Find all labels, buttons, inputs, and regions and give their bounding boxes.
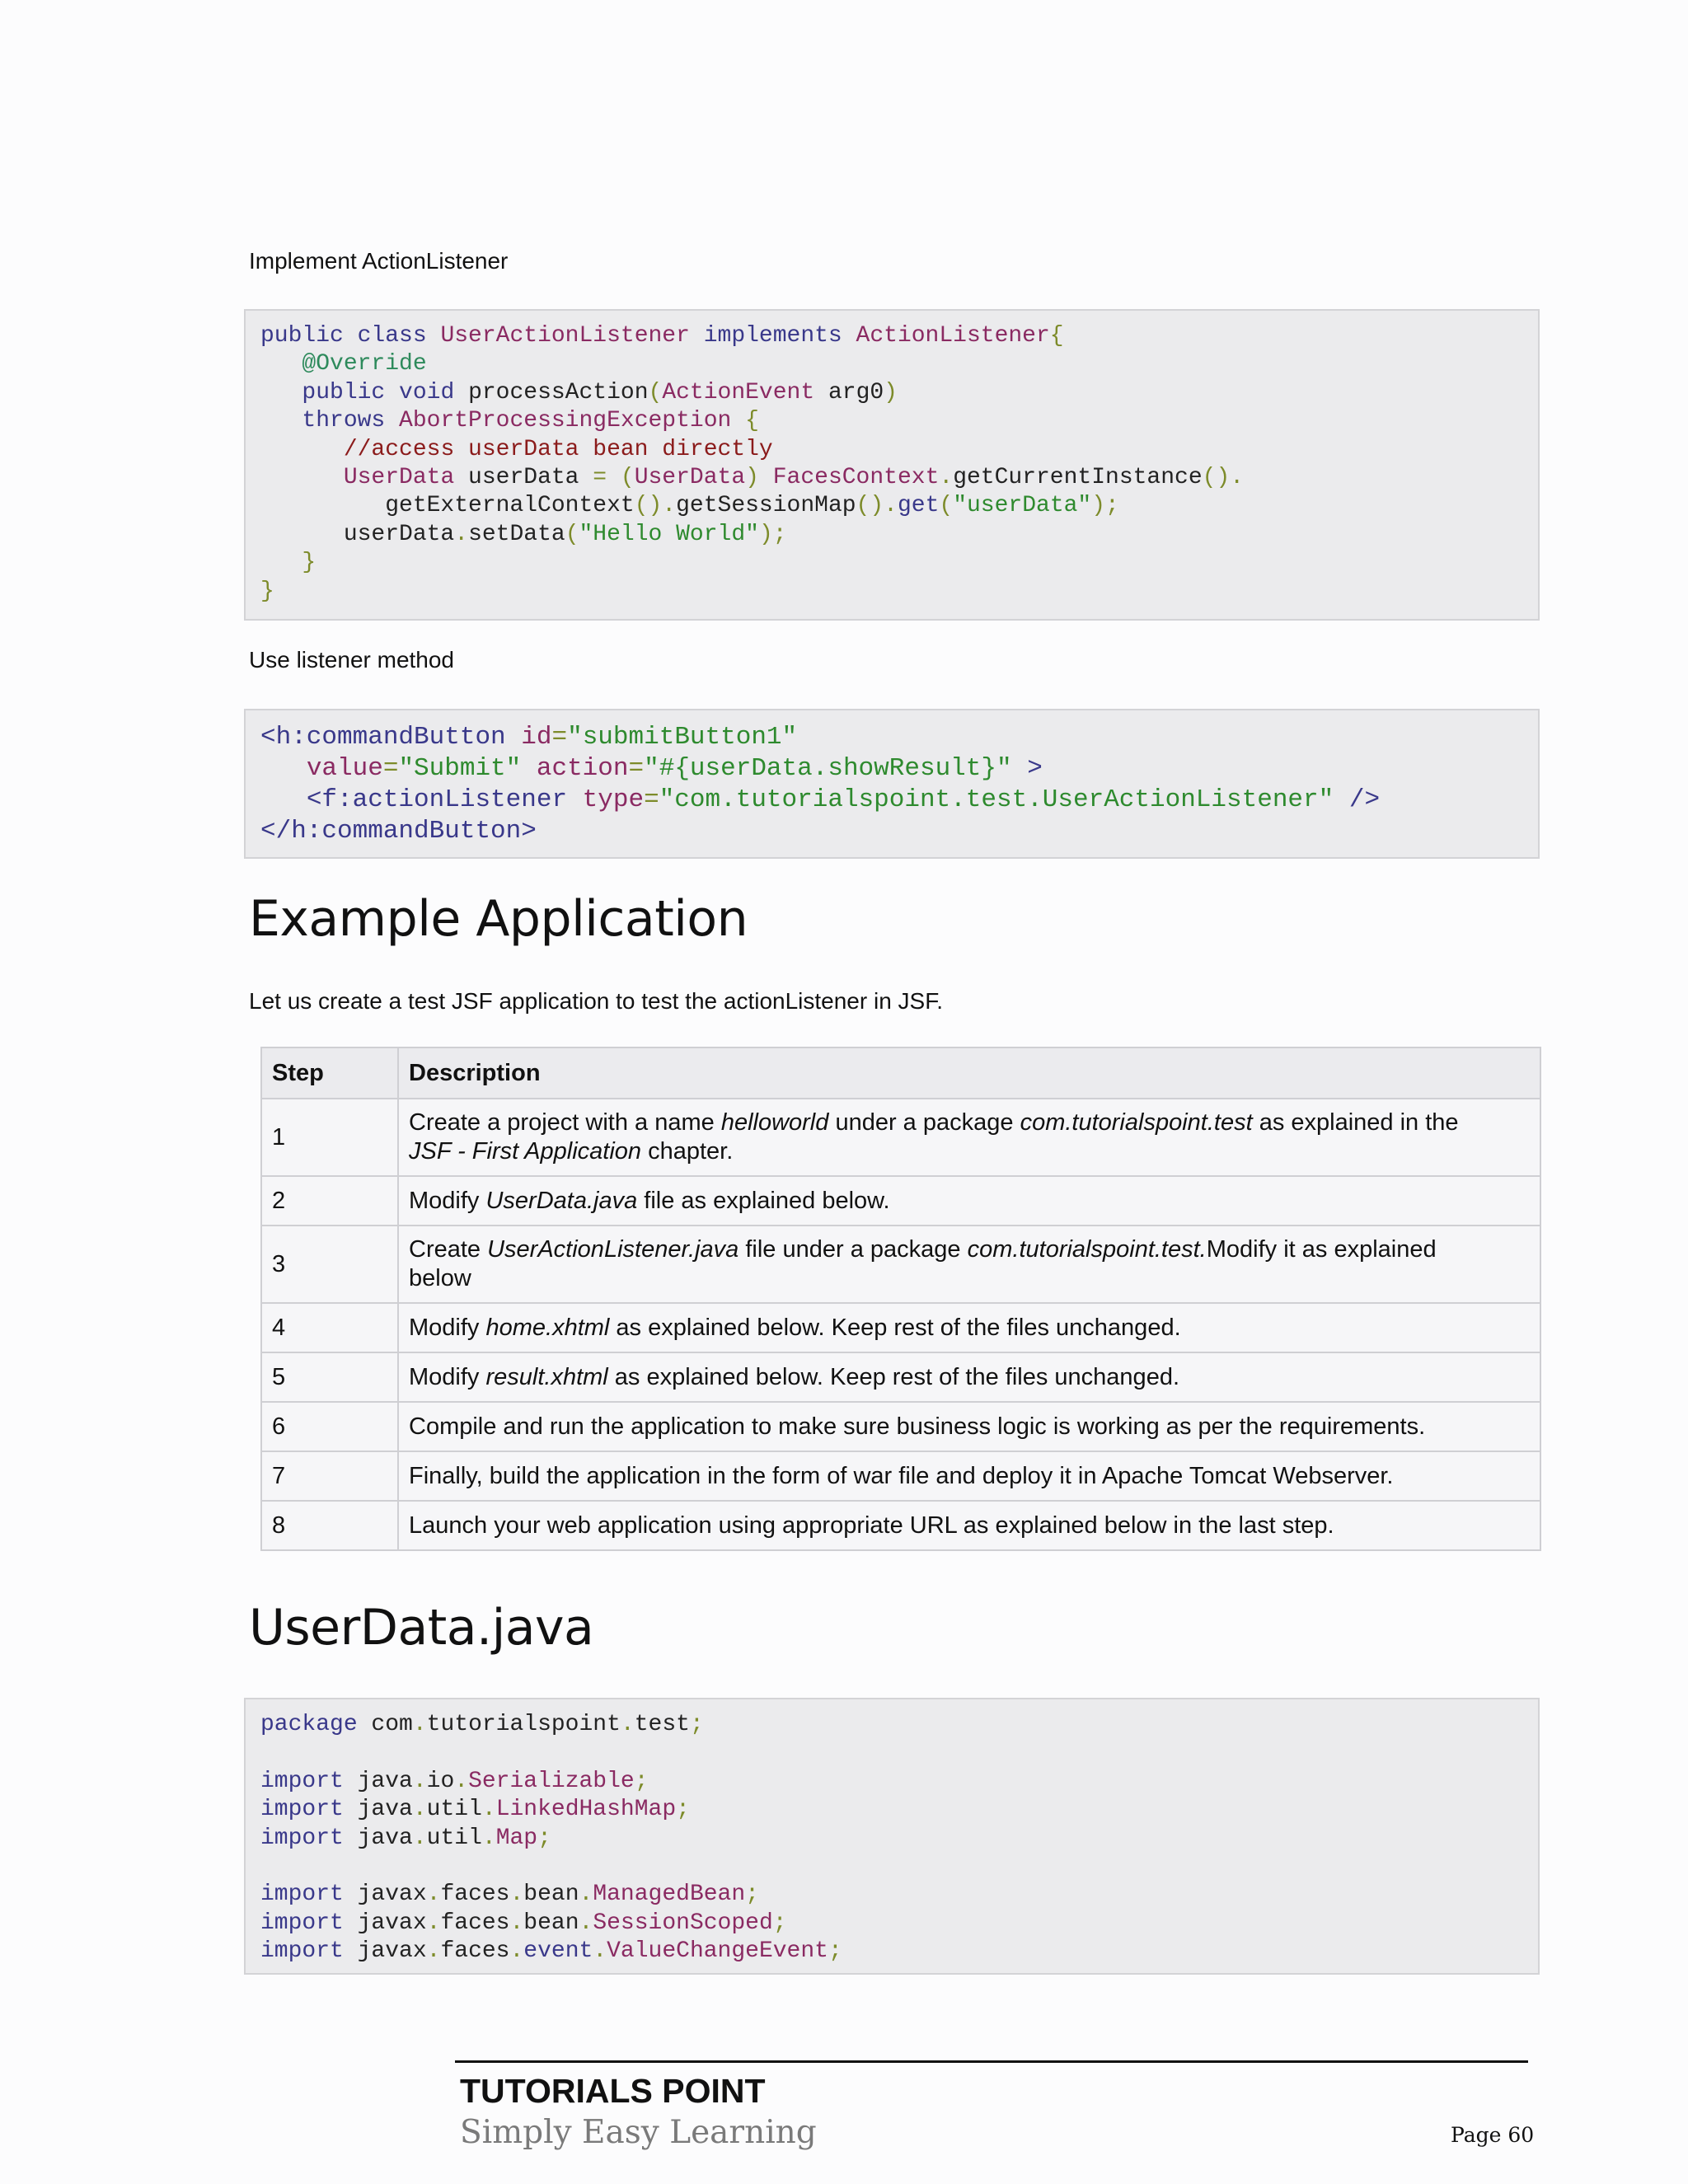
code-token: processAction: [468, 379, 649, 405]
code-token: [260, 550, 302, 575]
code-token: package: [260, 1712, 358, 1737]
code-token: setData: [468, 521, 565, 547]
table-row: [261, 1303, 1540, 1352]
code-token: Serializable: [468, 1768, 635, 1794]
code-token: util: [426, 1825, 482, 1851]
code-token: [260, 465, 344, 490]
code-token: (: [939, 493, 954, 519]
footer-divider: [455, 2060, 1528, 2063]
code-token: .: [454, 521, 469, 547]
code-line: [260, 493, 1119, 518]
table-row: [261, 1352, 1540, 1402]
code-token: );: [1091, 493, 1119, 519]
code-token: .: [579, 1910, 593, 1936]
code-token: }: [260, 578, 274, 604]
code-token: [260, 380, 302, 405]
code-button: [260, 722, 1523, 847]
code-token: UserData: [634, 465, 746, 491]
code-token: ): [884, 379, 898, 405]
step-number: 4: [261, 1303, 398, 1352]
italic-term: result.xhtml: [485, 1363, 608, 1390]
code-token: [260, 437, 344, 462]
code-token: ;: [745, 1882, 759, 1908]
code-token: ;: [676, 1797, 690, 1823]
code-token: <f:actionListener: [306, 785, 583, 814]
code-line: [260, 1825, 551, 1851]
italic-term: com.tutorialspoint.test: [1020, 1109, 1253, 1136]
code-token: [260, 351, 302, 377]
code-token: </h:commandButton>: [260, 817, 537, 846]
italic-term: helloworld: [720, 1109, 829, 1136]
code-token: bean: [523, 1910, 579, 1936]
page-number: Page 60: [1451, 2123, 1535, 2147]
code-token: ().: [634, 493, 677, 519]
code-token: .: [481, 1797, 496, 1823]
code-token: }: [302, 550, 316, 576]
code-token: <h:commandButton: [260, 723, 522, 752]
italic-term: JSF - First Application: [409, 1138, 642, 1165]
table-row: [261, 1226, 1540, 1303]
code-token: util: [426, 1797, 482, 1823]
code-token: value: [306, 754, 383, 783]
code-token: implements: [689, 323, 856, 349]
code-token: ;: [634, 1768, 649, 1794]
code-token: ().: [856, 493, 898, 519]
step-description: Finally, build the application in the form of war file and deploy it in Apache Tomcat Webserver.: [398, 1451, 1540, 1501]
footer-brand: TUTORIALS POINT: [460, 2072, 766, 2110]
code-token: .: [509, 1910, 524, 1936]
code-token: tutorialspoint: [426, 1712, 621, 1737]
step-description: Launch your web application using appropriate URL as explained below in the last step.: [398, 1501, 1540, 1550]
code-block-user-action-listener: [244, 309, 1540, 621]
step-description: Modify home.xhtml as explained below. Keep rest of the files unchanged.: [398, 1303, 1540, 1352]
code-token: (: [565, 521, 579, 547]
code-token: UserData: [343, 465, 455, 491]
code-token: .: [426, 1910, 441, 1936]
step-description: Create UserActionListener.java file under a package com.tutorialspoint.test.Modify it as explained below: [398, 1226, 1540, 1303]
code-token: userData: [454, 465, 593, 491]
code-token: type: [582, 785, 645, 814]
footer-tagline: Simply Easy Learning: [460, 2114, 817, 2151]
code-line: [260, 323, 1064, 349]
code-token: UserActionListener: [440, 323, 690, 349]
code-token: import: [260, 1910, 344, 1936]
code-token: .: [426, 1882, 441, 1908]
code-token: import: [260, 1797, 344, 1823]
code-line: [260, 550, 316, 575]
intro-use-listener-method: Use listener method: [249, 647, 455, 673]
code-token: bean: [523, 1882, 579, 1908]
code-line: [260, 1769, 649, 1794]
code-block-userdata-java: [244, 1698, 1540, 1975]
code-token: .: [412, 1797, 427, 1823]
code-token: com: [357, 1712, 413, 1737]
code-token: import: [260, 1882, 344, 1908]
code-line: [260, 1712, 704, 1737]
code-token: io: [426, 1768, 455, 1794]
code-token: getCurrentInstance: [953, 465, 1203, 491]
code-line: [260, 817, 537, 846]
code-line: [260, 1882, 759, 1907]
code-token: {: [745, 408, 759, 434]
italic-term: UserActionListener.java: [487, 1236, 739, 1263]
code-token: .: [593, 1938, 607, 1965]
code-token: test: [634, 1712, 690, 1737]
steps-table-body: [261, 1099, 1540, 1550]
code-token: =: [382, 754, 399, 783]
italic-term: home.xhtml: [485, 1314, 610, 1341]
code-token: [260, 785, 307, 814]
step-description: Compile and run the application to make sure business logic is working as per the requirements.: [398, 1402, 1540, 1451]
code-line: [260, 1938, 842, 1964]
code-line: [260, 437, 773, 462]
code-token: [260, 754, 307, 783]
code-token: java: [343, 1797, 413, 1823]
code-token: .: [412, 1712, 427, 1737]
code-line: [260, 522, 787, 547]
code-token: ().: [1202, 465, 1245, 491]
code-token: ;: [689, 1712, 704, 1737]
code-line: [260, 380, 898, 405]
code-token: "#{userData.showResult}": [644, 754, 1012, 783]
code-token: userData: [260, 521, 455, 547]
header-step: Step: [261, 1047, 398, 1099]
intro-paragraph: Let us create a test JSF application to test the actionListener in JSF.: [249, 988, 944, 1014]
code-token: java: [343, 1768, 413, 1794]
code-token: .: [412, 1825, 427, 1851]
code-token: ;: [772, 1910, 787, 1936]
step-description: Create a project with a name helloworld under a package com.tutorialspoint.test as explained in the JSF - First Application chapter.: [398, 1099, 1540, 1176]
code-line: [260, 579, 274, 604]
table-row: [261, 1451, 1540, 1501]
code-token: =: [551, 723, 568, 752]
code-token: [260, 408, 302, 434]
code-token: "Hello World": [579, 521, 759, 547]
code-token: />: [1334, 785, 1381, 814]
code-token: action: [536, 754, 629, 783]
step-number: 2: [261, 1176, 398, 1226]
code-token: .: [939, 465, 954, 491]
code-token: java: [343, 1825, 413, 1851]
code-token: SessionScoped: [593, 1910, 773, 1936]
code-token: import: [260, 1768, 344, 1794]
code-token: Map: [495, 1825, 538, 1851]
code-token: .: [620, 1712, 635, 1737]
code-line: [260, 1910, 787, 1936]
code-userdata: [260, 1711, 1523, 1966]
code-token: ;: [537, 1825, 551, 1851]
code-token: class: [343, 323, 441, 349]
italic-term: UserData.java: [485, 1187, 638, 1214]
table-row: [261, 1176, 1540, 1226]
code-token: {: [1049, 323, 1064, 349]
code-token: .: [426, 1938, 441, 1965]
step-number: 8: [261, 1501, 398, 1550]
code-token: =: [644, 785, 659, 814]
code-token: "Submit": [398, 754, 537, 783]
code-token: .: [509, 1938, 524, 1965]
code-token: "submitButton1": [567, 723, 798, 752]
code-token: import: [260, 1825, 344, 1851]
code-token: id: [521, 723, 552, 752]
step-number: 1: [261, 1099, 398, 1176]
code-token: throws: [302, 408, 400, 434]
code-token: ;: [828, 1938, 842, 1965]
code-token: ValueChangeEvent: [607, 1938, 828, 1965]
code-listener: [260, 322, 1523, 606]
code-line: [260, 754, 1043, 783]
code-token: );: [758, 521, 787, 547]
code-token: arg0: [814, 379, 884, 405]
header-description: Description: [398, 1047, 1540, 1099]
code-token: faces: [440, 1938, 510, 1965]
code-line: [260, 408, 759, 434]
code-token: faces: [440, 1882, 510, 1908]
code-token: getSessionMap: [676, 493, 856, 519]
step-description: Modify UserData.java file as explained below.: [398, 1176, 1540, 1226]
code-token: //access userData bean directly: [343, 436, 773, 462]
code-token: import: [260, 1938, 344, 1965]
code-line: [260, 785, 1380, 814]
code-token: ManagedBean: [593, 1882, 746, 1908]
code-token: .: [481, 1825, 496, 1851]
code-token: AbortProcessingException: [399, 408, 746, 434]
table-row: [261, 1099, 1540, 1176]
code-token: .: [412, 1768, 427, 1794]
code-line: [260, 1797, 690, 1822]
code-line: [260, 723, 797, 752]
intro-implement-actionlistener: Implement ActionListener: [249, 248, 509, 274]
table-row: [261, 1501, 1540, 1550]
code-token: "userData": [953, 493, 1092, 519]
code-token: javax: [343, 1938, 427, 1965]
step-number: 7: [261, 1451, 398, 1501]
code-token: javax: [343, 1910, 427, 1936]
table-row: [261, 1402, 1540, 1451]
code-token: event: [523, 1938, 593, 1965]
code-token: faces: [440, 1910, 510, 1936]
code-token: .: [579, 1882, 593, 1908]
code-token: @Override: [302, 351, 427, 377]
code-token: "com.tutorialspoint.test.UserActionListener": [659, 785, 1334, 814]
code-token: public void: [302, 379, 469, 405]
code-token: .: [454, 1768, 469, 1794]
code-token: FacesContext: [772, 465, 940, 491]
heading-userdata-java: UserData.java: [249, 1599, 594, 1657]
step-number: 5: [261, 1352, 398, 1402]
code-token: getExternalContext: [260, 493, 635, 519]
code-token: ): [745, 465, 773, 491]
code-token: .: [509, 1882, 524, 1908]
step-number: 3: [261, 1226, 398, 1303]
code-token: ActionEvent: [662, 379, 815, 405]
code-token: (: [648, 379, 663, 405]
step-description: Modify result.xhtml as explained below. Keep rest of the files unchanged.: [398, 1352, 1540, 1402]
code-token: =: [628, 754, 645, 783]
heading-example-application: Example Application: [249, 890, 748, 948]
code-token: public: [260, 323, 344, 349]
code-token: javax: [343, 1882, 427, 1908]
code-token: get: [897, 493, 940, 519]
steps-table-header: [261, 1047, 1540, 1099]
code-token: ActionListener: [856, 323, 1050, 349]
code-line: [260, 351, 427, 377]
code-line: [260, 465, 1244, 490]
code-token: = (: [593, 465, 635, 491]
code-block-command-button: [244, 709, 1540, 859]
italic-term: com.tutorialspoint.test.: [967, 1236, 1207, 1263]
step-number: 6: [261, 1402, 398, 1451]
code-token: >: [1011, 754, 1043, 783]
code-token: LinkedHashMap: [495, 1797, 677, 1823]
steps-table: [260, 1047, 1541, 1551]
